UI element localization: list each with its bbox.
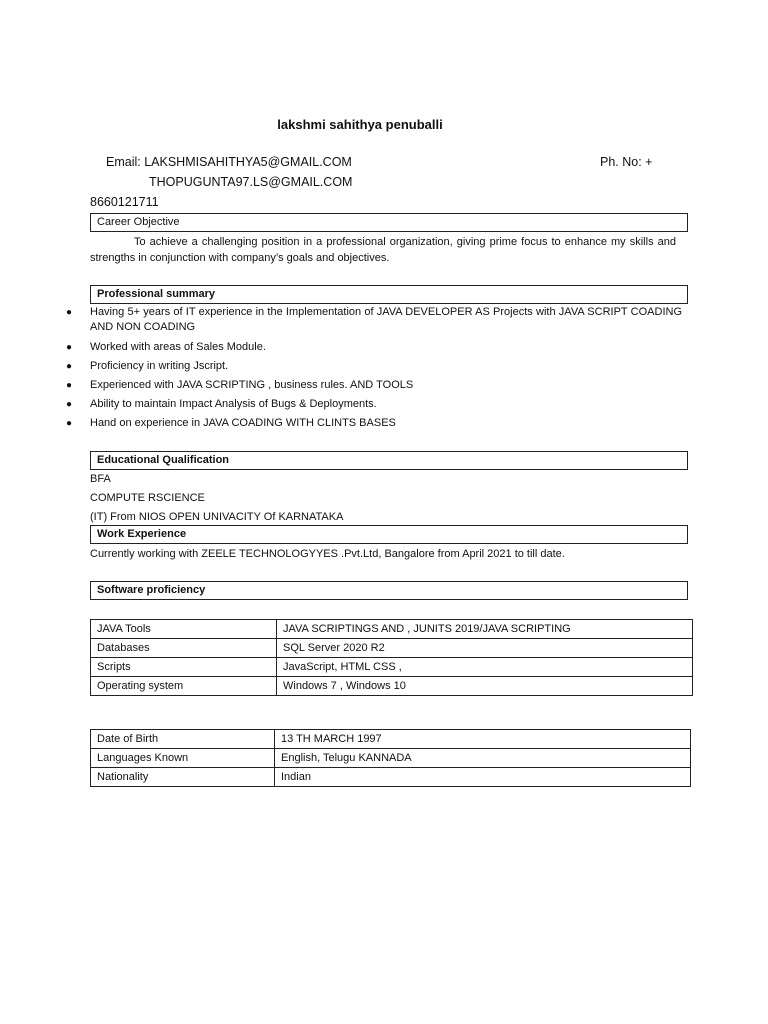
list-item: ● Proficiency in writing Jscript. (66, 360, 229, 372)
list-item: ● Worked with areas of Sales Module. (66, 341, 266, 353)
work-experience-text: Currently working with ZEELE TECHNOLOGYYES .Pvt.Ltd, Bangalore from April 2021 to till date. (90, 548, 565, 560)
table-row: JAVA Tools JAVA SCRIPTINGS AND , JUNITS 2019/JAVA SCRIPTING (91, 620, 693, 639)
list-item: ● Experienced with JAVA SCRIPTING , business rules. AND TOOLS (66, 379, 414, 391)
education-institution: (IT) From NIOS OPEN UNIVACITY Of KARNATAKA (90, 511, 344, 523)
table-row: Nationality Indian (91, 768, 691, 787)
section-software-proficiency: Software proficiency (90, 581, 688, 600)
education-field: COMPUTE RSCIENCE (90, 492, 205, 504)
bullet-icon: ● (66, 307, 73, 318)
table-row: Languages Known English, Telugu KANNADA (91, 749, 691, 768)
section-career-objective: Career Objective (90, 213, 688, 232)
summary-list (62, 305, 682, 431)
career-objective-text (90, 234, 676, 266)
section-education: Educational Qualification (90, 451, 688, 470)
list-item: ● Hand on experience in JAVA COADING WITH CLINTS BASES (66, 417, 396, 429)
phone-label: Ph. No: + (600, 155, 653, 169)
section-professional-summary: Professional summary (90, 285, 688, 304)
table-row: Operating system Windows 7 , Windows 10 (91, 677, 693, 696)
bullet-icon: ● (66, 361, 73, 372)
table-row: Databases SQL Server 2020 R2 (91, 639, 693, 658)
table-row: Scripts JavaScript, HTML CSS , (91, 658, 693, 677)
list-item: ● Ability to maintain Impact Analysis of Bugs & Deployments. (66, 398, 377, 410)
email-secondary: THOPUGUNTA97.LS@GMAIL.COM (149, 175, 353, 189)
candidate-name: lakshmi sahithya penuballi (277, 117, 443, 132)
bullet-icon: ● (66, 342, 73, 353)
personal-details-table (90, 729, 691, 787)
email-primary: Email: LAKSHMISAHITHYA5@GMAIL.COM (106, 155, 352, 169)
software-table (90, 619, 693, 696)
phone-number: 8660121711 (90, 195, 159, 209)
section-work-experience: Work Experience (90, 525, 688, 544)
education-degree: BFA (90, 473, 111, 485)
bullet-icon: ● (66, 380, 73, 391)
bullet-icon: ● (66, 418, 73, 429)
table-row: Date of Birth 13 TH MARCH 1997 (91, 730, 691, 749)
career-objective-body: To achieve a challenging position in a professional organization, giving prime focus to enhance my skills and strengths in conjunction with company’s goals and objectives. (90, 236, 676, 264)
list-item: ● Having 5+ years of IT experience in the Implementation of JAVA DEVELOPER AS Projects with JAVA SCRIPT COADING AND NON COADING (66, 306, 682, 333)
bullet-icon: ● (66, 399, 73, 410)
